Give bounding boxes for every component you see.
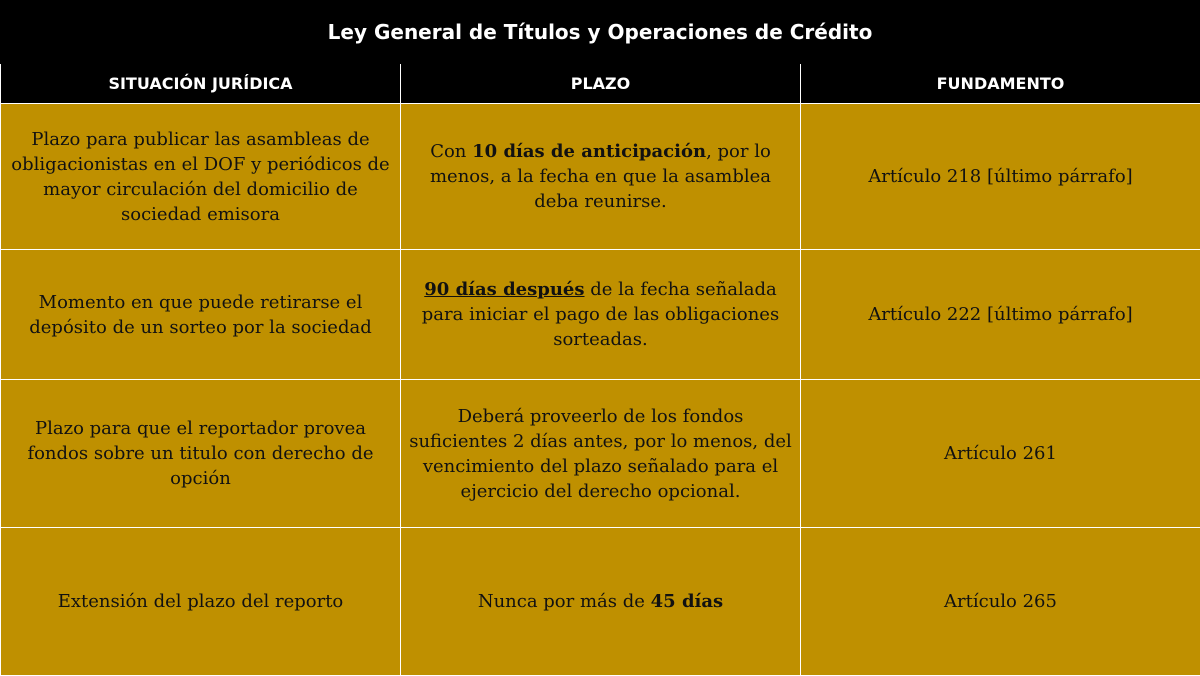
cell-plazo [401,104,801,250]
legal-deadlines-table [0,64,1200,676]
plazo-text: , por lo menos, a la fecha en que la asamblea deba reunirse. [430,141,771,212]
cell-situacion: Plazo para publicar las asambleas de obligacionistas en el DOF y periódicos de mayor circulación del domicilio de sociedad emisora [1,104,401,250]
plazo-emphasis: 10 días de anticipación [472,141,706,162]
table-row [1,104,1200,250]
cell-situacion: Plazo para que el reportador provea fondos sobre un titulo con derecho de opción [1,380,401,528]
plazo-text: de la fecha señalada para iniciar el pago de las obligaciones sorteadas. [422,279,779,350]
header-plazo: PLAZO [401,64,801,104]
page-title: Ley General de Títulos y Operaciones de Crédito [0,0,1200,64]
plazo-text: Nunca por más de [478,591,651,612]
table-row [1,528,1200,676]
cell-fundamento: Artículo 222 [último párrafo] [801,250,1200,380]
table-row [1,250,1200,380]
cell-fundamento: Artículo 261 [801,380,1200,528]
cell-plazo [401,528,801,676]
cell-plazo [401,250,801,380]
cell-situacion: Extensión del plazo del reporto [1,528,401,676]
cell-fundamento: Artículo 218 [último párrafo] [801,104,1200,250]
plazo-text: Con [430,141,472,162]
cell-plazo: Deberá proveerlo de los fondos suficientes 2 días antes, por lo menos, del vencimiento del plazo señalado para el ejercicio del derecho opcional. [401,380,801,528]
cell-situacion: Momento en que puede retirarse el depósito de un sorteo por la sociedad [1,250,401,380]
table-header-row [1,64,1200,104]
header-situacion: SITUACIÓN JURÍDICA [1,64,401,104]
plazo-emphasis: 90 días después [424,279,584,300]
table-row [1,380,1200,528]
cell-fundamento: Artículo 265 [801,528,1200,676]
plazo-emphasis: 45 días [651,591,724,612]
header-fundamento: FUNDAMENTO [801,64,1200,104]
